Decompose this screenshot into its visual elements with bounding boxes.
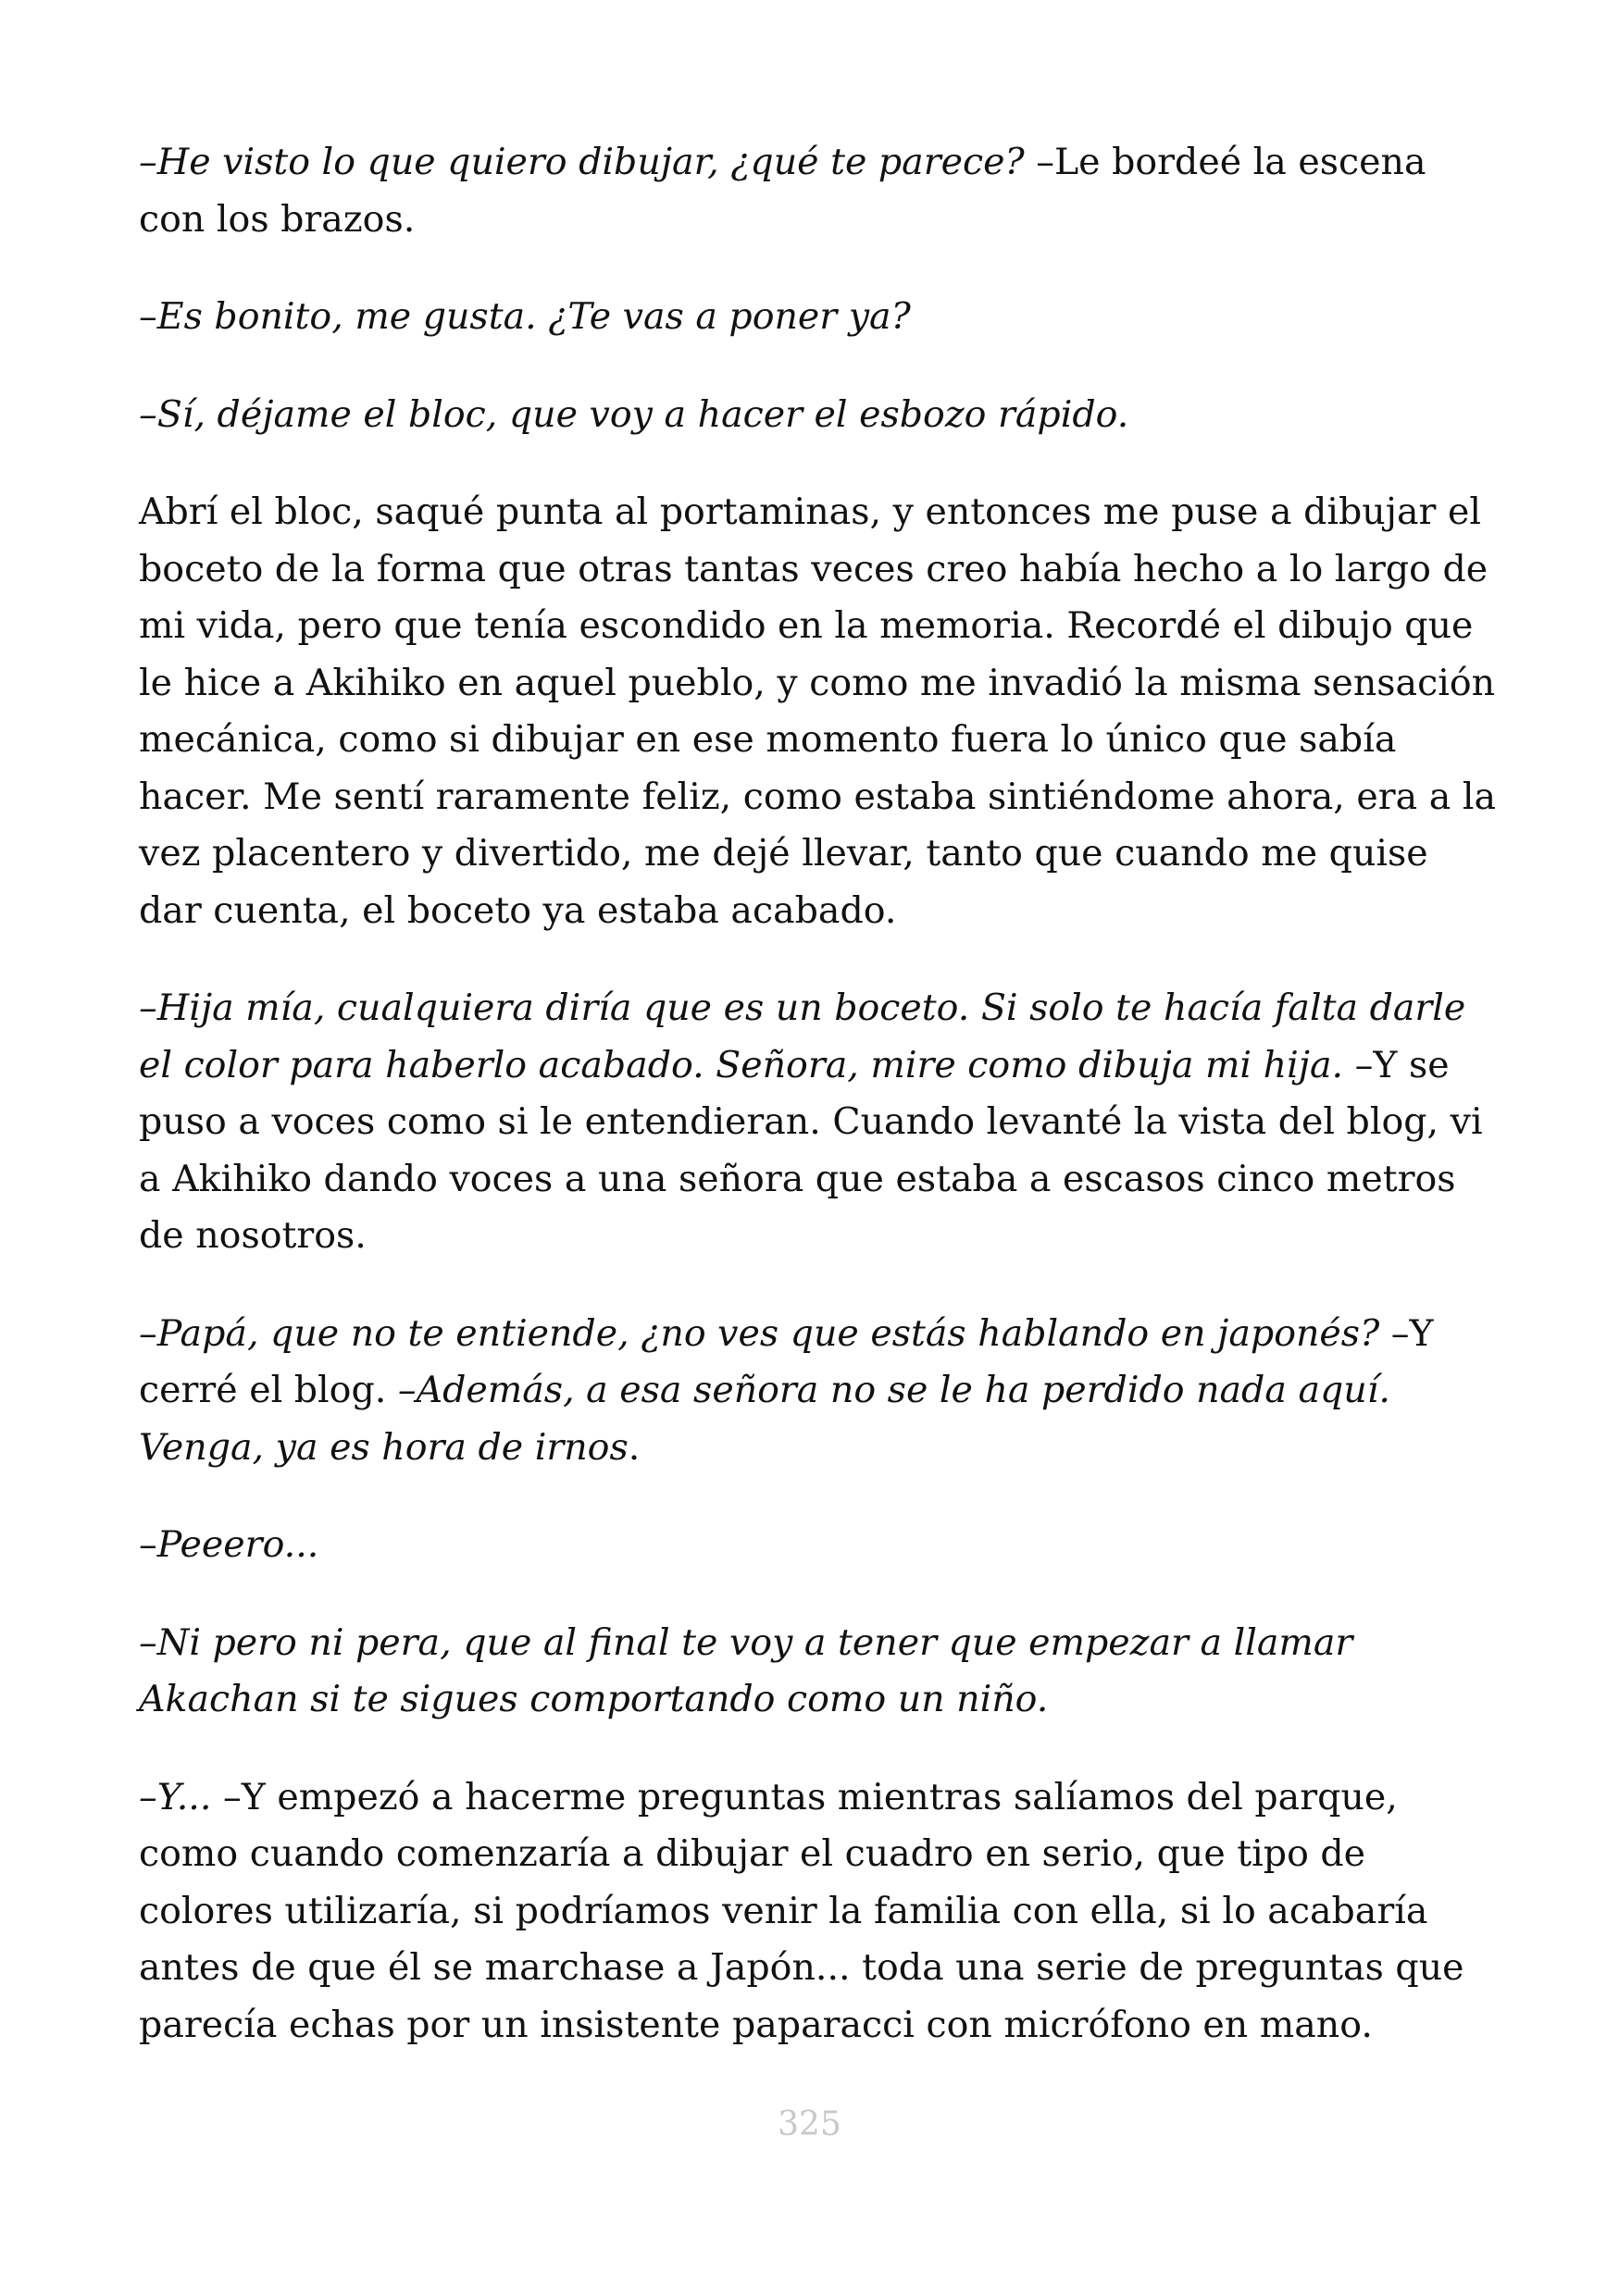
dialogue-text: –Hija mía, cualquiera diría que es un boceto. Si solo te hacía falta darle el color para haberlo acabado. Señora, mire como dibuja mi hija. [139, 987, 1466, 1086]
dialogue-text: –Ni pero ni pera, que al final te voy a tener que empezar a llamar Akachan si te sigues comportando como un niño. [139, 1620, 1353, 1720]
dialogue-text: –He visto lo que quiero dibujar, ¿qué te parece? [139, 141, 1025, 183]
narration-text: –Le bordeé la escena con los brazos. [139, 141, 1426, 241]
paragraph-4 [139, 484, 1500, 939]
narration-text: –Y empezó a hacerme preguntas mientras salíamos del parque, como cuando comenzaría a dibujar el cuadro en serio, que tipo de colores utilizaría, si podríamos venir la familia con ella, si lo acabaría antes de que él se marchase a Japón... toda una serie de preguntas que parecía echas por un insistente paparacci con micrófono en mano. [139, 1775, 1464, 2046]
narration-text: –Y se puso a voces como si le entendieran. Cuando levanté la vista del blog, vi a Akihiko dando voces a una señora que estaba a escasos cinco metros de nosotros. [139, 1043, 1483, 1257]
narration-text: –Y cerré el blog. [139, 1311, 1434, 1411]
narration-text: Abrí el bloc, saqué punta al portaminas, y entonces me puse a dibujar el boceto de la forma que otras tantas veces creo había hecho a lo largo de mi vida, pero que tenía escondido en la memoria. Recordé el dibujo que le hice a Akihiko en aquel pueblo, y como me invadió la misma sensación mecánica, como si dibujar en ese momento fuera lo único que sabía hacer. Me sentí raramente feliz, como estaba sintiéndome ahora, era a la vez placentero y divertido, me dejé llevar, tanto que cuando me quise dar cuenta, el boceto ya estaba acabado. [139, 490, 1497, 932]
paragraph-6 [139, 1306, 1500, 1477]
paragraph-2 [139, 289, 1500, 346]
dialogue-text: –Y... [139, 1775, 212, 1818]
dialogue-text: –Es bonito, me gusta. ¿Te vas a poner ya? [139, 295, 911, 338]
page-body [139, 134, 1500, 2094]
dialogue-text: –Además, a esa señora no se le ha perdido nada aquí. Venga, ya es hora de irnos [139, 1369, 1390, 1469]
paragraph-7 [139, 1517, 1500, 1574]
dialogue-text: –Sí, déjame el bloc, que voy a hacer el esbozo rápido. [139, 392, 1129, 436]
dialogue-text: –Peeero... [139, 1523, 319, 1566]
paragraph-1 [139, 134, 1500, 248]
page-number: 325 [778, 2105, 841, 2143]
paragraph-3 [139, 387, 1500, 444]
paragraph-9 [139, 1769, 1500, 2054]
narration-text: . [628, 1425, 641, 1469]
dialogue-text: –Papá, que no te entiende, ¿no ves que estás hablando en japonés? [139, 1311, 1380, 1355]
paragraph-8 [139, 1615, 1500, 1729]
paragraph-5 [139, 980, 1500, 1265]
